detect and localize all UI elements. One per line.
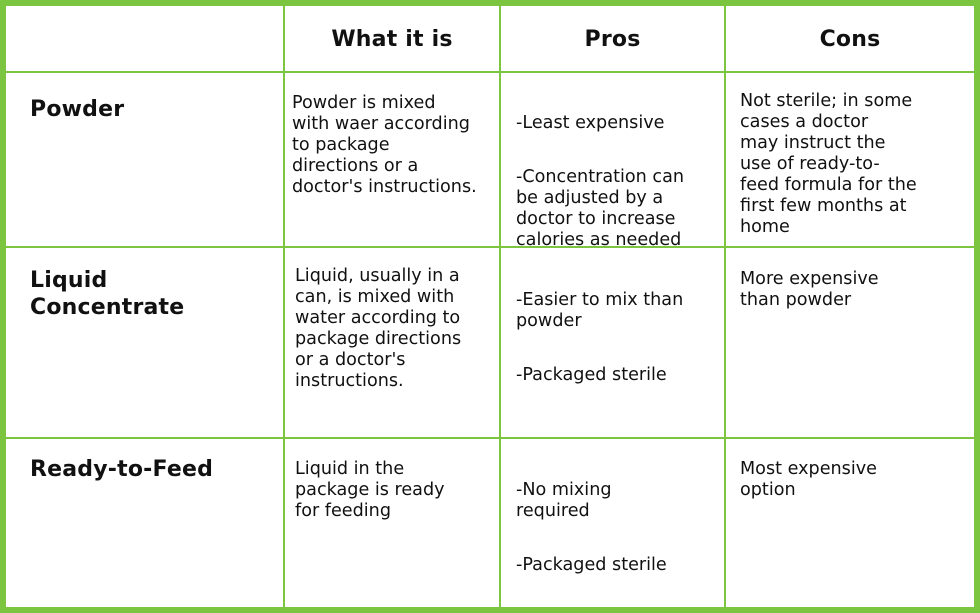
row-divider <box>6 246 974 248</box>
cell-cons-ready-to-feed: Most expensive option <box>740 459 877 500</box>
cell-what-liquid-concentrate: Liquid, usually in a can, is mixed with water according to package directions or a doctor's instructions. <box>295 266 462 391</box>
column-divider <box>724 6 726 607</box>
pros-item: -Easier to mix than powder <box>516 290 684 331</box>
pros-item: -Packaged sterile <box>516 555 667 575</box>
row-label-ready-to-feed: Ready-to-Feed <box>30 457 214 482</box>
cell-what-ready-to-feed: Liquid in the package is ready for feeding <box>295 459 445 521</box>
pros-item: -Least expensive <box>516 113 665 133</box>
header-what-it-is: What it is <box>331 26 453 52</box>
cell-pros-liquid-concentrate <box>516 269 683 419</box>
row-label-powder: Powder <box>30 97 125 122</box>
header-pros: Pros <box>584 26 641 52</box>
pros-item: -Packaged sterile <box>516 365 667 385</box>
header-cons: Cons <box>819 26 881 52</box>
row-divider <box>6 437 974 439</box>
column-divider <box>499 6 501 607</box>
cell-cons-powder: Not sterile; in some cases a doctor may instruct the use of ready-to- feed formula for the first few months at home <box>740 91 917 237</box>
cell-what-powder: Powder is mixed with waer according to package directions or a doctor's instructions. <box>292 93 477 197</box>
cell-pros-powder <box>516 92 684 284</box>
pros-item: -Concentration can be adjusted by a doctor to increase calories as needed <box>516 167 685 250</box>
cell-cons-liquid-concentrate: More expensive than powder <box>740 269 879 310</box>
row-label-liquid-concentrate: Liquid Concentrate <box>30 268 185 320</box>
pros-item: -No mixing required <box>516 480 612 521</box>
cell-pros-ready-to-feed <box>516 459 667 609</box>
column-divider <box>283 6 285 607</box>
